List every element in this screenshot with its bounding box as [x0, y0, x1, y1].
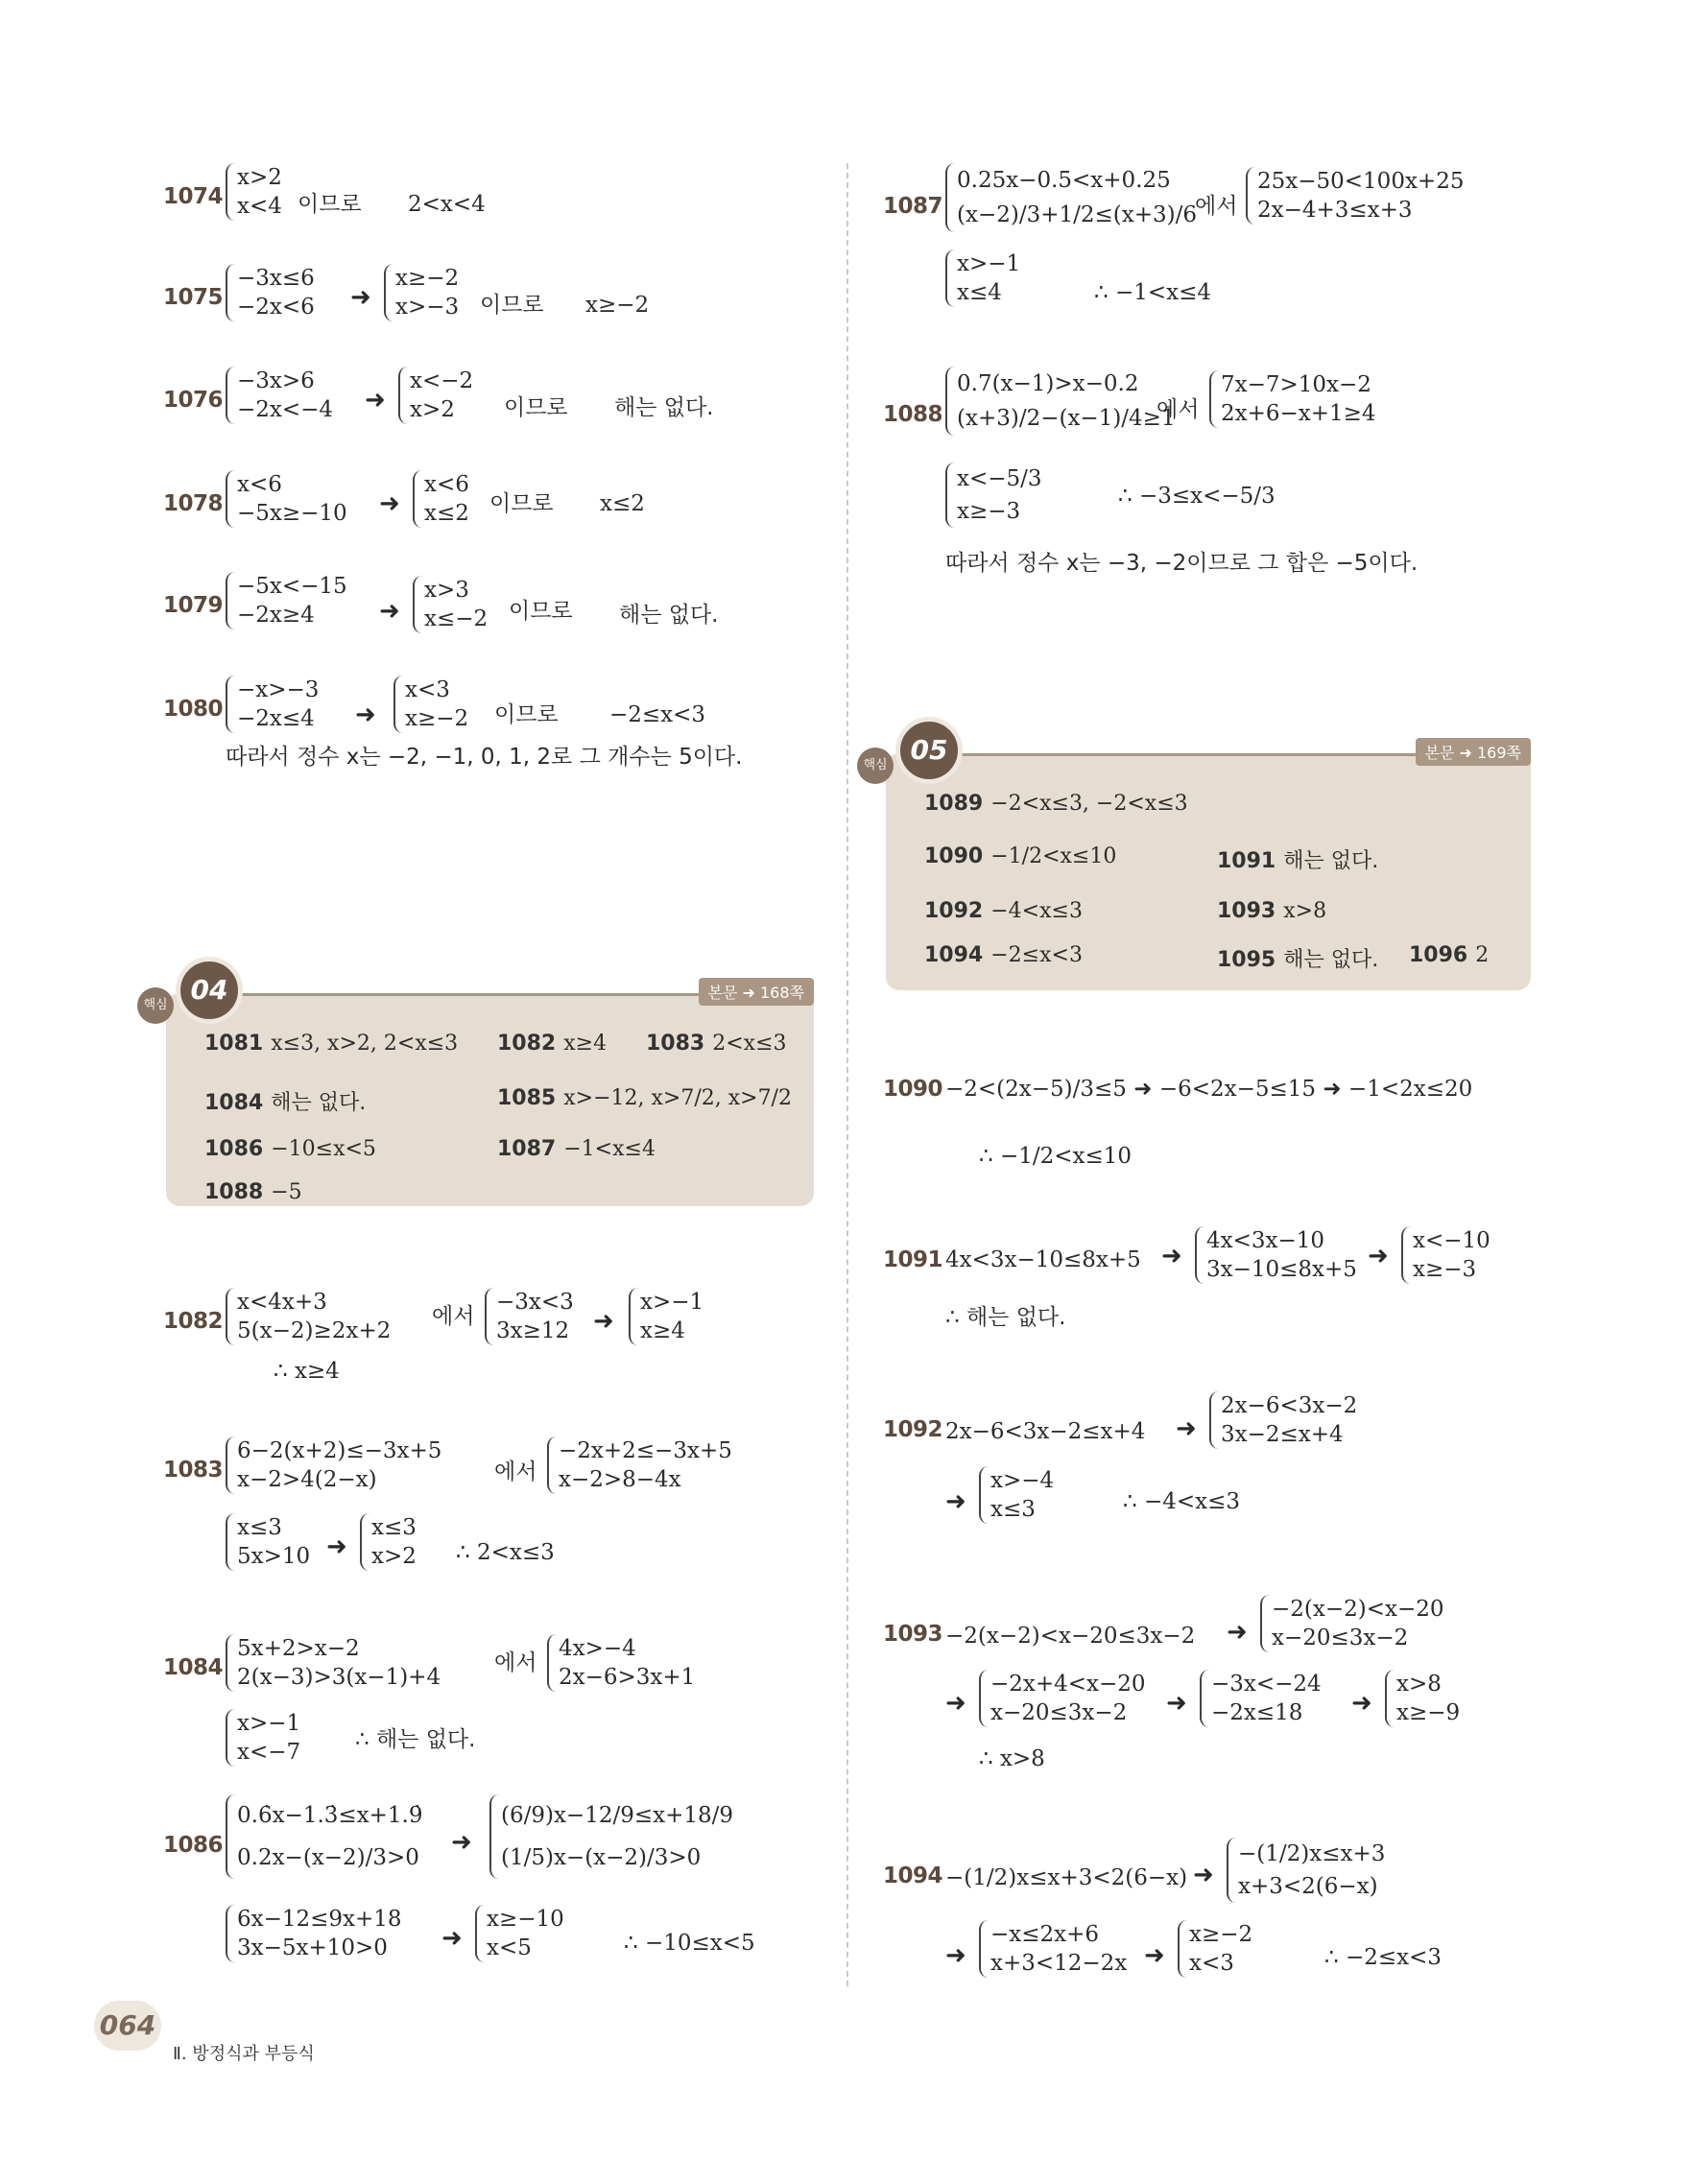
inequality: x≥−9: [1396, 1700, 1461, 1725]
inequality: x≥−2: [405, 706, 469, 731]
answer: ∴ −1/2<x≤10: [979, 1144, 1133, 1169]
inequality: 4x>−4: [559, 1636, 636, 1661]
inequality: x>−4: [990, 1468, 1055, 1493]
answer-value: −1/2<x≤10: [990, 844, 1117, 868]
arrow-icon: ➜: [379, 489, 400, 518]
inequality: x≥−2: [1189, 1922, 1253, 1947]
inequality: x>8: [1396, 1672, 1442, 1697]
answer-value: 2<x≤3: [712, 1032, 787, 1056]
connector-text: 이므로: [489, 491, 554, 516]
inequality-system: [226, 470, 347, 528]
inequality: x≤2: [424, 501, 469, 526]
given-inequality: 4x<3x−10≤8x+5: [945, 1247, 1141, 1272]
inequality: 2x+6−x+1≥4: [1221, 401, 1376, 426]
inequality-system: [1195, 1226, 1357, 1284]
inequality: −2x≤4: [237, 706, 315, 731]
connector-text: 이므로: [504, 395, 568, 420]
connector-text: 이므로: [298, 192, 362, 217]
inequality: −2x≥4: [237, 603, 315, 628]
inequality-system: [1178, 1920, 1252, 1978]
inequality: 0.7(x−1)>x−0.2: [957, 371, 1139, 396]
inequality: 25x−50<100x+25: [1257, 169, 1465, 194]
section-tag: 핵심: [137, 987, 174, 1024]
page-reference: 본문 ➜ 168쪽: [699, 978, 815, 1006]
answer: ∴ −10≤x<5: [624, 1931, 755, 1956]
inequality: 2x−6<3x−2: [1221, 1393, 1358, 1418]
inequality-system: [226, 163, 282, 221]
inequality-system: [226, 1634, 441, 1692]
answer-number: 1095: [1217, 948, 1276, 972]
inequality-system: [1200, 1670, 1322, 1727]
answer-value: x≤3, x>2, 2<x≤3: [271, 1032, 459, 1056]
answer-1082: [497, 1032, 607, 1056]
arrow-icon: ➜: [945, 1487, 966, 1516]
inequality: x<3: [405, 677, 450, 702]
inequality: −5x<−15: [237, 574, 347, 599]
arrow-icon: ➜: [355, 700, 376, 729]
inequality: x>−1: [237, 1711, 301, 1736]
answer: ∴ −4<x≤3: [1123, 1489, 1240, 1514]
answer-1083: [646, 1032, 787, 1056]
inequality-system: [226, 572, 347, 629]
arrow-icon: ➜: [1368, 1242, 1389, 1270]
inequality-system: [945, 367, 1176, 436]
inequality-system: [226, 676, 319, 733]
answer-1090: [924, 844, 1116, 868]
problem-number: 1074: [163, 184, 224, 209]
inequality-system: [489, 1794, 733, 1879]
answer: ∴ x≥4: [274, 1359, 340, 1384]
given-inequality: −(1/2)x≤x+3<2(6−x): [945, 1865, 1188, 1890]
answer-box-05: [863, 734, 1531, 990]
answer-number: 1090: [924, 844, 984, 868]
answer: x≥−2: [585, 293, 650, 318]
answer: ∴ 2<x≤3: [456, 1540, 555, 1565]
answer-value: 2: [1475, 943, 1490, 967]
inequality: −2x+2≤−3x+5: [559, 1438, 732, 1463]
inequality: −x≤2x+6: [990, 1922, 1100, 1947]
inequality: −2x<6: [237, 295, 315, 320]
inequality-system: [945, 163, 1197, 232]
column-divider: [846, 163, 848, 1986]
inequality: x≥4: [640, 1318, 685, 1343]
answer-value: −4<x≤3: [990, 899, 1083, 923]
inequality: 5x>10: [237, 1544, 311, 1569]
inequality: x>2: [237, 165, 282, 190]
answer-number: 1092: [924, 899, 984, 923]
inequality: 0.6̇x−1.3̇≤x+1.9̇: [237, 1803, 423, 1828]
answer-number: 1083: [646, 1032, 705, 1056]
inequality: 3x≥12: [496, 1318, 570, 1343]
answer-number: 1085: [497, 1086, 557, 1110]
inequality-system: [226, 264, 315, 321]
given-inequality: 2x−6<3x−2≤x+4: [945, 1419, 1146, 1444]
inequality: 3x−5x+10>0: [237, 1935, 388, 1960]
problem-number: 1087: [883, 194, 943, 219]
inequality: x<6: [237, 472, 282, 497]
inequality: x<4: [237, 194, 282, 219]
inequality-system: [393, 676, 468, 733]
inequality: −3x<3: [496, 1290, 574, 1315]
problem-number: 1092: [883, 1417, 943, 1442]
connector-text: 이므로: [480, 293, 544, 318]
inequality: x≥−10: [487, 1907, 564, 1932]
answer-1095: [1217, 943, 1378, 973]
answer-1086: [204, 1137, 376, 1161]
inequality: x−20≤3x−2: [1272, 1626, 1409, 1650]
inequality-system: [1401, 1226, 1490, 1284]
inequality: 0.2x−(x−2)/3>0: [237, 1845, 419, 1870]
inequality: −3x<−24: [1211, 1672, 1322, 1697]
inequality: x>−1: [640, 1290, 704, 1315]
inequality: 5x+2>x−2: [237, 1636, 360, 1661]
inequality: (x−2)/3+1/2≤(x+3)/6: [957, 202, 1197, 227]
inequality-system: [1385, 1670, 1460, 1727]
inequality: −3x≤6: [237, 266, 315, 291]
answer-value: 해는 없다.: [1283, 948, 1379, 972]
arrow-icon: ➜: [593, 1307, 614, 1336]
answer-1084: [204, 1086, 366, 1116]
inequality: x<−2: [410, 368, 474, 393]
problem-number: 1082: [163, 1309, 224, 1334]
answer: ∴ x>8: [979, 1746, 1045, 1771]
inequality: 6x−12≤9x+18: [237, 1907, 402, 1932]
connector-text: 에서: [494, 1460, 537, 1484]
answer-1088: [204, 1180, 302, 1204]
problem-number: 1084: [163, 1655, 224, 1680]
inequality-system: [475, 1905, 564, 1962]
inequality-system: [413, 470, 469, 528]
inequality-system: [1227, 1838, 1385, 1903]
answer-number: 1084: [204, 1091, 264, 1115]
inequality-system: [547, 1436, 732, 1494]
problem-number: 1094: [883, 1864, 943, 1888]
answer: −2≤x<3: [609, 702, 706, 727]
inequality: −(1/2)x≤x+3: [1238, 1841, 1386, 1866]
arrow-icon: ➜: [1176, 1414, 1197, 1443]
answer-1096: [1409, 943, 1489, 967]
inequality: 5(x−2)≥2x+2: [237, 1318, 392, 1343]
answer: ∴ 해는 없다.: [355, 1727, 476, 1752]
connector-text: 에서: [432, 1304, 475, 1329]
inequality: x≤3: [237, 1515, 282, 1540]
inequality: x−2>8−4x: [559, 1467, 681, 1492]
arrow-icon: ➜: [1166, 1689, 1187, 1718]
inequality: (6/9)x−12/9≤x+18/9: [501, 1803, 734, 1828]
inequality: x>3: [424, 578, 469, 603]
connector-text: 이므로: [509, 599, 573, 624]
note-text: 따라서 정수 x는 −3, −2이므로 그 합은 −5이다.: [945, 551, 1419, 576]
inequality: x≤−2: [424, 606, 489, 631]
problem-number: 1076: [163, 388, 224, 413]
inequality-system: [226, 1905, 402, 1962]
answer-1091: [1217, 844, 1378, 874]
answer-value: −2<x≤3, −2<x≤3: [990, 792, 1188, 816]
chapter-title: Ⅱ. 방정식과 부등식: [173, 2044, 315, 2064]
problem-number: 1075: [163, 285, 224, 310]
answer-1093: [1217, 899, 1326, 923]
inequality: x<6: [424, 472, 469, 497]
inequality: −2x≤18: [1211, 1700, 1303, 1725]
answer: x≤2: [600, 491, 645, 516]
answer-1092: [924, 899, 1083, 923]
arrow-icon: ➜: [326, 1532, 347, 1561]
answer-value: x>8: [1283, 899, 1327, 923]
answer-1089: [924, 792, 1188, 816]
answer: ∴ −1<x≤4: [1094, 280, 1211, 305]
answer-1085: [497, 1086, 792, 1110]
answer-value: 해는 없다.: [1283, 849, 1379, 873]
inequality: x<−5/3: [957, 466, 1042, 491]
inequality: x≤4: [957, 280, 1002, 305]
arrow-icon: ➜: [1193, 1861, 1214, 1889]
arrow-icon: ➜: [350, 283, 371, 312]
answer: ∴ 해는 없다.: [945, 1305, 1066, 1330]
inequality-system: [398, 367, 473, 424]
connector-text: 에서: [1195, 194, 1238, 219]
answer-number: 1094: [924, 943, 984, 967]
inequality: 0.25x−0.5<x+0.25: [957, 168, 1171, 193]
answer-number: 1082: [497, 1032, 557, 1056]
answer: ∴ −2≤x<3: [1324, 1945, 1442, 1970]
inequality-system: [979, 1920, 1127, 1978]
problem-number: 1080: [163, 697, 224, 722]
inequality-system: [1260, 1595, 1444, 1652]
inequality: −2x+4<x−20: [990, 1672, 1146, 1697]
answer-number: 1089: [924, 792, 984, 816]
answer-number: 1086: [204, 1137, 264, 1161]
inequality-system: [1209, 370, 1376, 428]
inequality-system: [485, 1288, 574, 1345]
inequality-system: [547, 1634, 695, 1692]
answer-number: 1093: [1217, 899, 1276, 923]
inequality: x≥−3: [1413, 1257, 1477, 1282]
inequality-system: [226, 1436, 441, 1494]
connector-text: 이므로: [494, 702, 559, 727]
inequality: x<5: [487, 1935, 532, 1960]
arrow-icon: ➜: [1227, 1618, 1248, 1647]
inequality: x≤3: [371, 1515, 417, 1540]
section-badge: 05: [895, 717, 963, 784]
problem-number: 1079: [163, 593, 224, 618]
inequality: x+3<12−2x: [990, 1951, 1128, 1976]
connector-text: 에서: [1156, 397, 1200, 422]
answer-value: −1<x≤4: [563, 1137, 656, 1161]
inequality: x<3: [1189, 1951, 1234, 1976]
answer-number: 1091: [1217, 849, 1276, 873]
inequality: x≤3: [990, 1497, 1036, 1522]
inequality-system: [226, 1794, 423, 1879]
note-text: 따라서 정수 x는 −2, −1, 0, 1, 2로 그 개수는 5이다.: [226, 745, 743, 770]
problem-number: 1078: [163, 491, 224, 516]
answer-value: 해는 없다.: [271, 1091, 367, 1115]
problem-number: 1086: [163, 1833, 224, 1858]
problem-number: 1083: [163, 1458, 224, 1483]
problem-number: 1093: [883, 1622, 943, 1647]
answer-number: 1096: [1409, 943, 1468, 967]
inequality: −3x>6: [237, 368, 315, 393]
arrow-icon: ➜: [945, 1689, 966, 1718]
inequality: 4x<3x−10: [1206, 1228, 1325, 1253]
problem-number: 1090: [883, 1077, 943, 1102]
inequality: (x+3)/2−(x−1)/4≥1: [957, 406, 1176, 431]
inequality: x>2: [410, 397, 455, 422]
inequality-system: [979, 1466, 1054, 1524]
inequality: x−2>4(2−x): [237, 1467, 377, 1492]
inequality: x−20≤3x−2: [990, 1700, 1128, 1725]
inequality-system: [226, 1709, 300, 1767]
inequality-system: [226, 1288, 391, 1345]
inequality: −2(x−2)<x−20: [1272, 1597, 1444, 1622]
inequality-system: [226, 367, 333, 424]
problem-number: 1091: [883, 1247, 943, 1272]
answer-value: −10≤x<5: [271, 1137, 376, 1161]
inequality-system: [945, 249, 1020, 307]
inequality: x>−3: [395, 295, 460, 320]
arrow-icon: ➜: [379, 597, 400, 626]
inequality-system: [945, 463, 1042, 528]
section-badge: 04: [176, 957, 243, 1024]
answer-value: −5: [271, 1180, 302, 1204]
inequality: x<4x+3: [237, 1290, 327, 1315]
page-number: 064: [94, 2001, 161, 2051]
answer-box-04: [143, 974, 814, 1206]
arrow-icon: ➜: [441, 1924, 463, 1953]
answer-value: x>−12, x>7/2, x>7/2: [563, 1086, 792, 1110]
answer: ∴ −3≤x<−5/3: [1118, 484, 1276, 509]
arrow-icon: ➜: [1144, 1941, 1165, 1970]
answer-number: 1087: [497, 1137, 557, 1161]
answer-1087: [497, 1137, 656, 1161]
inequality: x<−10: [1413, 1228, 1490, 1253]
inequality: 2x−6>3x+1: [559, 1665, 696, 1690]
inequality-system: [629, 1288, 703, 1345]
inequality: x≥−2: [395, 266, 460, 291]
answer-number: 1081: [204, 1032, 264, 1056]
inequality-system: [1246, 167, 1464, 225]
page-reference: 본문 ➜ 169쪽: [1416, 738, 1532, 766]
arrow-icon: ➜: [1161, 1242, 1182, 1270]
inequality: 3x−2≤x+4: [1221, 1422, 1344, 1447]
inequality-system: [360, 1513, 417, 1571]
answer-value: x≥4: [563, 1032, 608, 1056]
derivation: −2<(2x−5)/3≤5 ➜ −6<2x−5≤15 ➜ −1<2x≤20: [945, 1077, 1473, 1102]
arrow-icon: ➜: [1351, 1689, 1372, 1718]
inequality: −2x<−4: [237, 397, 334, 422]
inequality-system: [413, 576, 488, 633]
inequality: 2x−4+3≤x+3: [1257, 198, 1413, 223]
inequality: −5x≥−10: [237, 501, 347, 526]
inequality: 7x−7>10x−2: [1221, 372, 1371, 397]
inequality: 6−2(x+2)≤−3x+5: [237, 1438, 442, 1463]
answer-value: −2≤x<3: [990, 943, 1083, 967]
inequality: x≥−3: [957, 499, 1021, 524]
inequality: x>−1: [957, 251, 1021, 276]
arrow-icon: ➜: [365, 386, 386, 415]
inequality-system: [226, 1513, 310, 1571]
inequality: (1/5)x−(x−2)/3>0: [501, 1845, 702, 1870]
inequality: x+3<2(6−x): [1238, 1874, 1378, 1899]
answer-1094: [924, 943, 1083, 967]
answer: 2<x<4: [408, 192, 486, 217]
inequality: 2(x−3)>3(x−1)+4: [237, 1665, 441, 1690]
inequality: 3x−10≤8x+5: [1206, 1257, 1357, 1282]
section-tag: 핵심: [857, 748, 894, 784]
answer-number: 1088: [204, 1180, 264, 1204]
inequality-system: [1209, 1391, 1357, 1449]
inequality: −x>−3: [237, 677, 320, 702]
inequality: x>2: [371, 1544, 417, 1569]
answer: 해는 없다.: [619, 603, 719, 628]
arrow-icon: ➜: [945, 1941, 966, 1970]
inequality: x<−7: [237, 1740, 301, 1765]
inequality-system: [979, 1670, 1146, 1727]
arrow-icon: ➜: [451, 1828, 472, 1857]
answer-1081: [204, 1032, 458, 1056]
answer: 해는 없다.: [614, 395, 714, 420]
inequality-system: [384, 264, 459, 321]
problem-number: 1088: [883, 402, 943, 427]
connector-text: 에서: [494, 1650, 537, 1675]
given-inequality: −2(x−2)<x−20≤3x−2: [945, 1624, 1196, 1649]
